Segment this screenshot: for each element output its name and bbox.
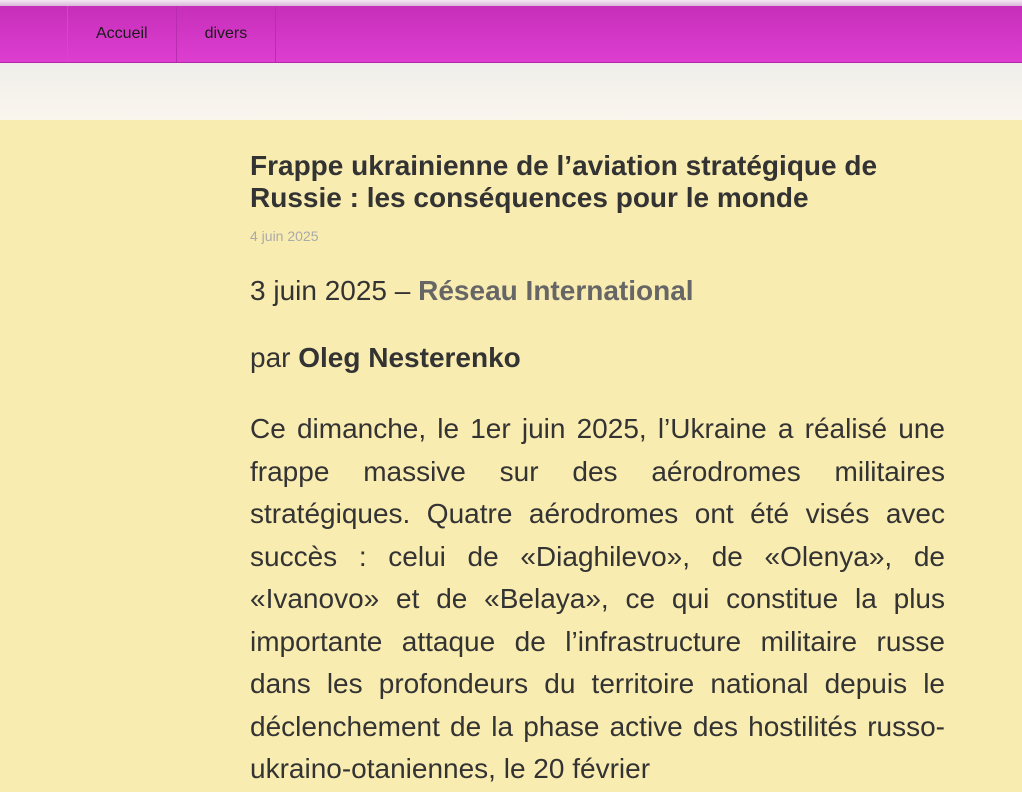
author-line <box>250 341 945 375</box>
nav-item-accueil[interactable]: Accueil <box>67 6 177 62</box>
nav-item-divers[interactable]: divers <box>177 6 277 62</box>
author-prefix: par <box>250 342 291 373</box>
main-navigation <box>0 6 1022 63</box>
source-date: 3 juin 2025 – <box>250 275 411 306</box>
author-name: Oleg Nesterenko <box>298 342 521 373</box>
page-title: Frappe ukrainienne de l’aviation stratégique de Russie : les conséquences pour le monde <box>250 150 878 213</box>
subheader-band <box>0 63 1022 120</box>
article-paragraph: Ce dimanche, le 1er juin 2025, l’Ukraine a réalisé une frappe massive sur des aérodromes militaires stratégiques. Quatre aérodromes ont été visés avec succès : celui de «Diaghilevo», de «Olenya», de «Ivanovo» et de «Belaya», ce qui constitue la plus importante attaque de l’infrastructure militaire russe dans les profondeurs du territoire national depuis le déclenchement de la phase active des hostilités russo-ukraino-otaniennes, le 20 février <box>250 413 945 784</box>
article <box>250 120 945 791</box>
source-line <box>250 274 945 308</box>
post-date: 4 juin 2025 <box>250 228 319 244</box>
source-link[interactable]: Réseau International <box>418 275 694 306</box>
